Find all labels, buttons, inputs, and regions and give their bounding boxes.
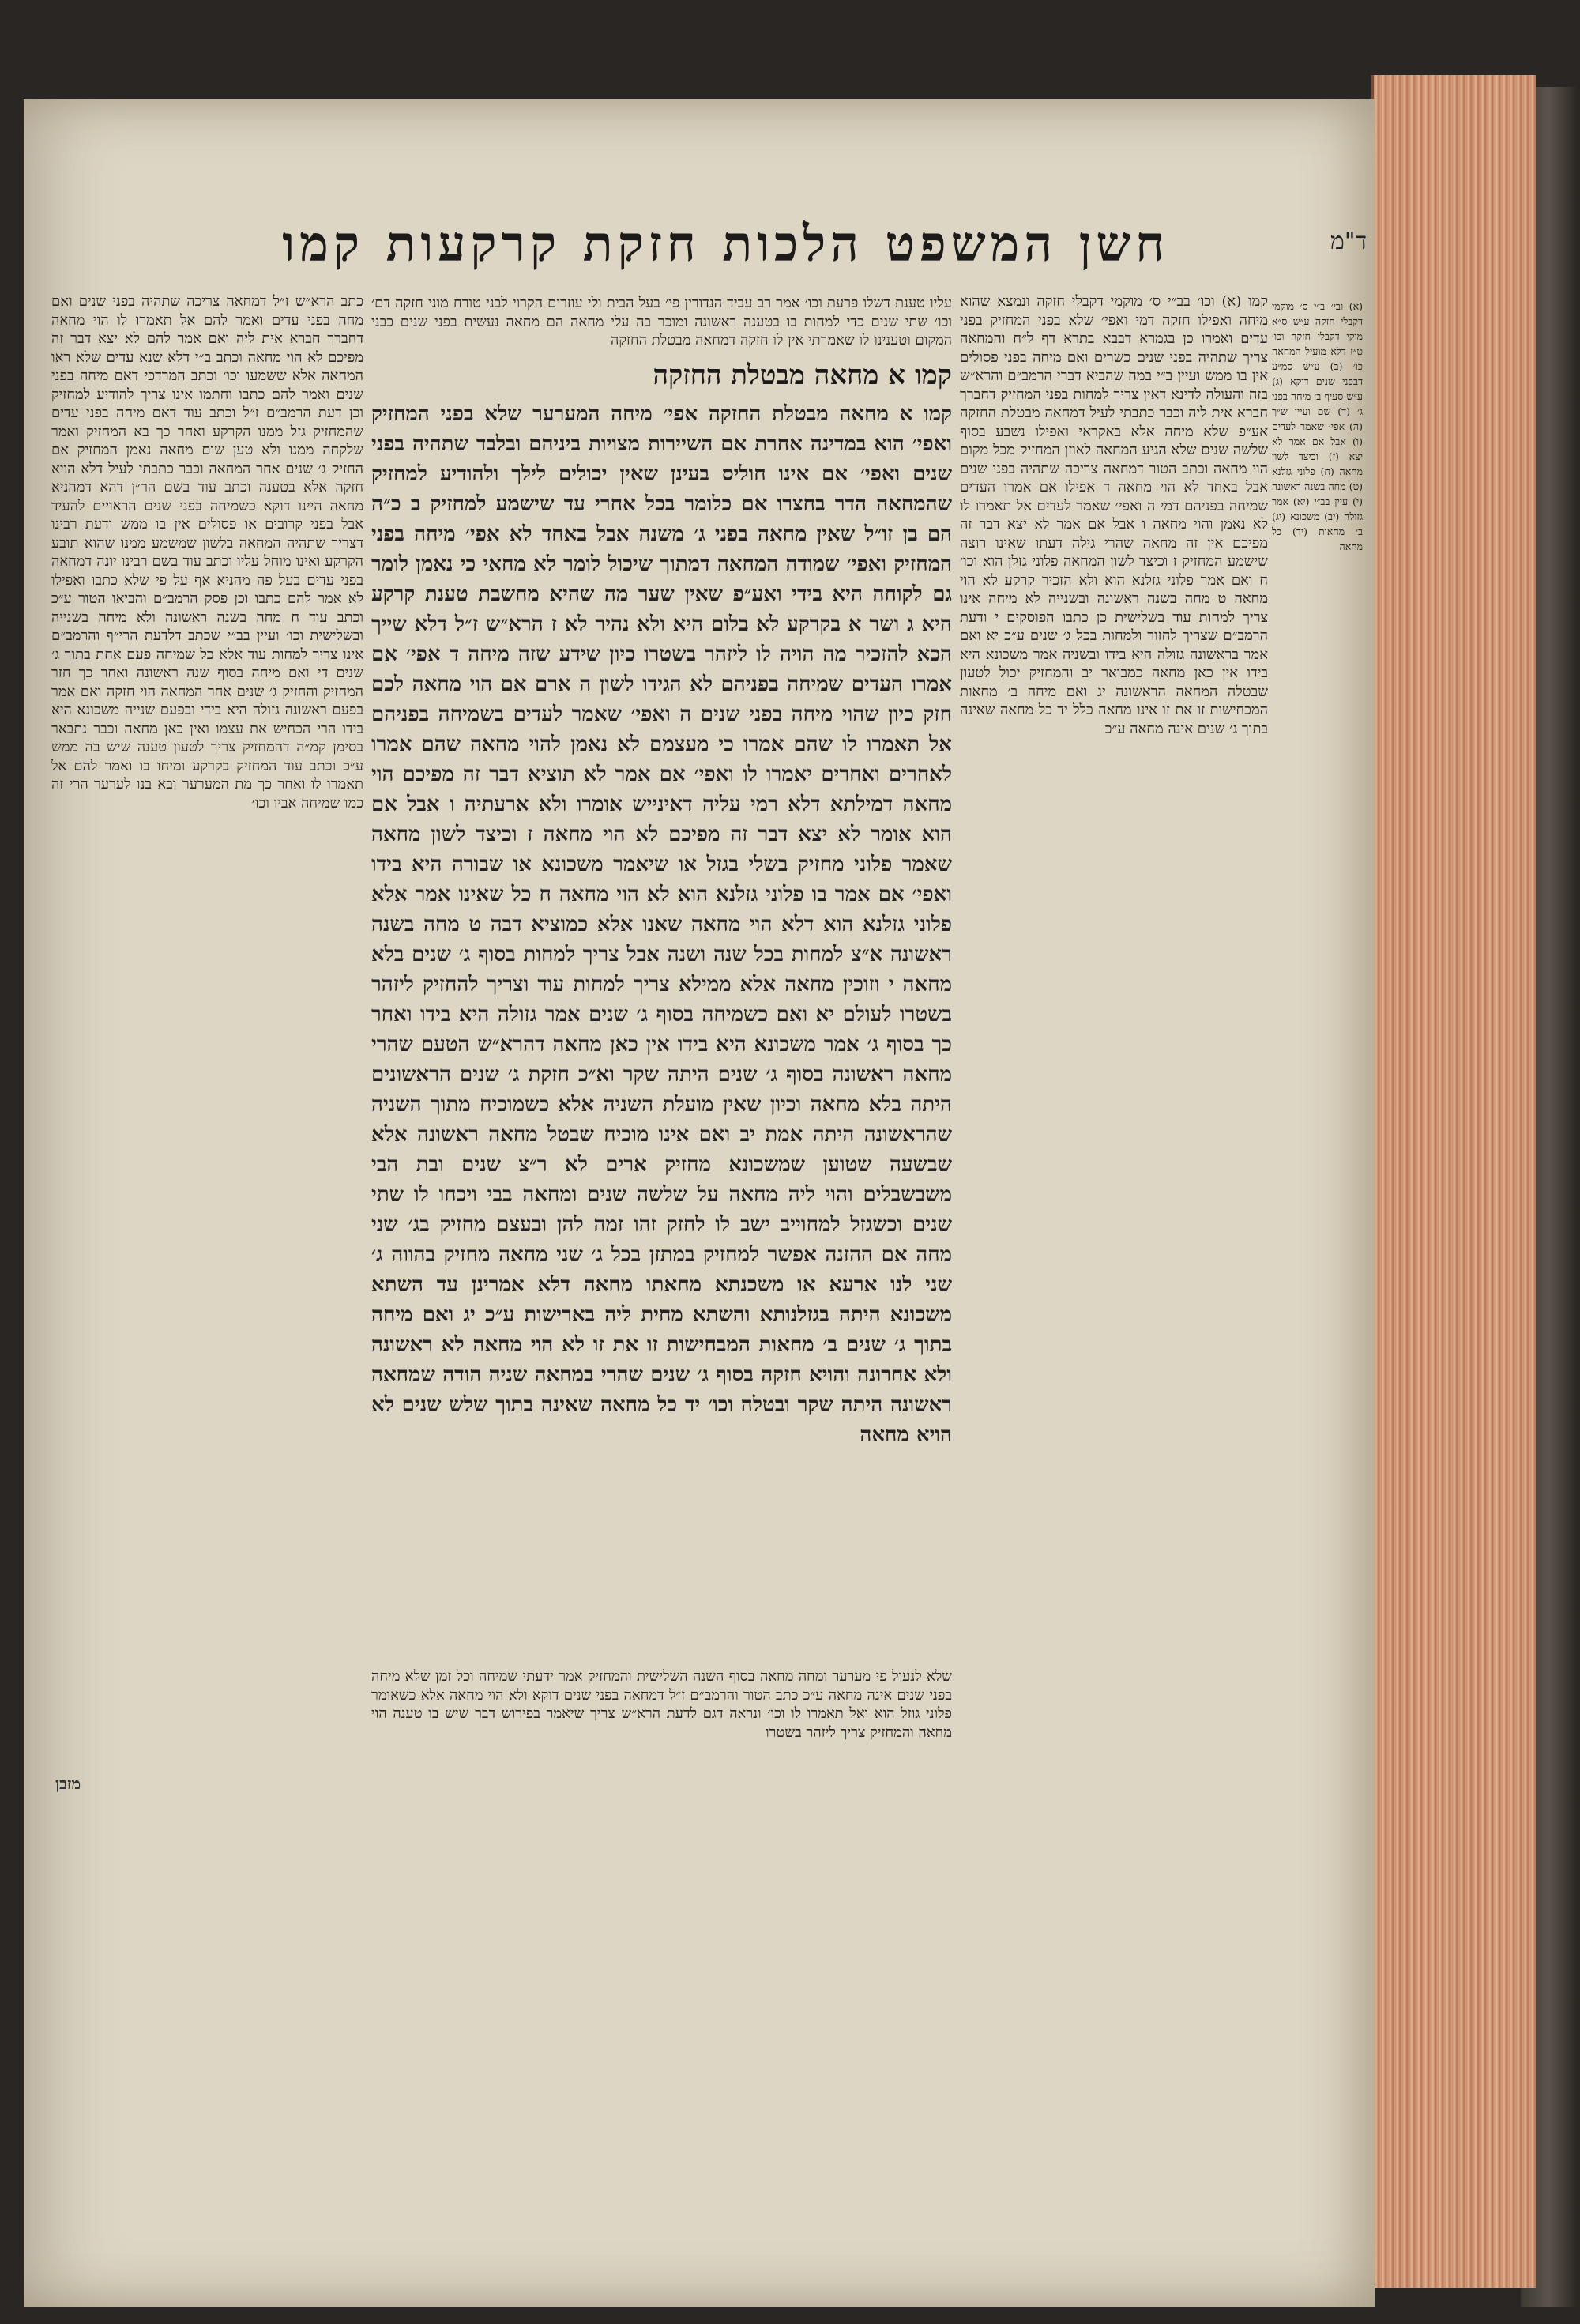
catchword: מזבן: [55, 1774, 81, 1793]
main-text-column: קמו א מחאה מבטלת החזקה אפי׳ מיחה המערער שלא בפני המחזיק ואפי׳ הוא במדינה אחרת אם השיירות מצויות ביניהם ובלבד שתהיה בפני שנים ואפי׳ אם אינו חוליס בעינן שאין יכולים לילך ולהודיע למחזיק שהמחאה הדר בחצרו אם כלומר בכל אחרי עד שישמע למחזיק ב כ״ה הם בן זו״ל שאין מחאה בפני ג׳ משנה אבל באחד לא אפי׳ מיחה בפני המחזיק ואפי׳ שמודה המחאה דמתוך שיכול לומר לא מחאי כי נאמן לומר גם לקוחה היא בידי ואע״פ שאין שער מה שהיא מחשבת טענת קרקע היא ג ושר א בקרקע לא בלום היא ולא נהיר לא ז הרא״ש ז״ל דלא שייך הכא להזכיר מה הויה לו ליזהר בשטרו כיון שידע שזה מיחה ד אפי׳ אם אמרו העדים שמיחה בפניהם לא הגידו לשון ה ארם אם הוי מחאה לכם חזק כיון שהוי מיחה בפני שנים ה ואפי׳ שאמר לעדים בשמיחה בפניהם אל תאמרו לו שהם אמרו כי מעצמם לא נאמן להוי מחאה שהם אמרו לאחרים ואחרים יאמרו לו ואפי׳ אם אמר לא תוציא דבר זה מפיכם הוי מחאה דמילתא דלא רמי עליה דאינייש אומרו ולא ארעתיה ו אבל אם הוא אומר לא יצא דבר זה מפיכם לא הוי מחאה ז וכיצד לשון מחאה שאמר פלוני מחזיק בשלי בגזל או שיאמר משכונא או שבורה היא בידו ואפי׳ אם אמר בו פלוני גזלנא הוא לא הוי מחאה ח כל שאינו אמר אלא פלוני גזלנא הוא דלא הוי מחאה שאנו אלא כמוציא דבה ט מחה בשנה ראשונה א״צ למחות בכל שנה ושנה אבל צריך למחות בסוף ג׳ שנים בלא מחאה י וזוכין מחאה אלא ממילא צריך למחות עוד וצריך להחזיק ליזהר בשטרו לעולם יא ואם כשמיחה בסוף ג׳ שנים אמר גזולה היא בידו ואחר כך בסוף ג׳ אמר משכונא היא בידו אין כאן מחאה דהרא״ש הטעם שהרי מחאה ראשונה בסוף ג׳ שנים היתה שקר וא״כ חזקת ג׳ שנים הראשונים היתה בלא מחאה וכיון שאין מועלת השניה אלא כשמוכיח מתוך השניה שהראשונה היתה אמת יב ואם אינו מוכיח שבטל מחאה ראשונה אלא שבשעה שטוען שמשכונא מחזיק ארים לא ר״צ שנים ובת הבי משבשבלים והוי ליה מחאה על שלשה שנים ומחאה בבי ויכחו לו שתי שנים וכשגזל למחוייב ישב לו לחזק זהו זמה להן ובעצם מחזיק בג׳ שני מחה אם ההזנה אפשר למחזיק במתזן בכל ג׳ שני מחאה מחזיק בהווה ג׳ שני לנו ארעא או משכנתא מחאתו מחאה דלא אמרינן עד השתא משכונא היתה בגזלנותא והשתא מחית ליה בארישות ע״כ יג ואם מיחה בתוך ג׳ שנים ב׳ מחאות המבחישות זו את זו לא הוי מחאה לא ראשונה ולא אחרונה והויא חזקה בסוף ג׳ שנים שהרי במחאה שניה הודה שמחאה ראשונה היתה שקר ובטלה וכו׳ יד כל מחאה שאינה בתוך שלש שנים לא הויא מחאה: [371, 402, 952, 1447]
page-header: [55, 215, 1367, 278]
section-heading: קמו א מחאה מבטלת החזקה: [653, 360, 952, 391]
commentary-top-middle: עליו טענת דשלו פרעת וכו׳ אמר רב עביד הנדורין פי׳ בעל הבית ולי עוזרים הקרוי לבני טורח מוני חזקה דם׳ וכו׳ שתי שנים כדי למחות בו בטענה ראשונה ומוכר בה עלי מחאה הם מחאה נעשית בפני שנים כבני המקום וטענינו לו שאמרתי אין לו חזקה דמחאה מבטלת החזקה: [371, 295, 952, 348]
running-title: חשן המשפט הלכות חזקת קרקעות קמו: [282, 215, 1169, 273]
page-number: ד"מ: [1330, 228, 1367, 255]
marginal-notes: (א) ובי׳ ב״י ס׳ מוקמי דקבלי חזקה ע״ש ס״א מוקי דקבלי חזקה וכו׳ ט״ז דלא מועיל המחאה כו׳ (ב) ע״ש סמ״ע דבפני שנים דוקא (ג) ע״ש סעיף ב׳ מיחה בפני ג׳ (ד) שם ועיין ש״ך (ה) אפי׳ שאמר לעדים (ו) אבל אם אמר לא יצא (ז) וכיצד לשון מחאה (ח) פלוני גזלנא (ט) מחה בשנה ראשונה (י) עיין בב״י (יא) אמר גזולה (יב) משכונא (יג) ב׳ מחאות (יד) כל מחאה: [1272, 300, 1363, 552]
commentary-right-column: קמו (א) וכו׳ בב״י ס׳ מוקמי דקבלי חזקה ונמצא שהוא מיחה ואפילו חזקה דמי ואפי׳ שלא בפני המחזיק בפני עדים ואמרו כן בגמרא דבבא בתרא דף ל״ח והמחאה צריך שתהיה בפני שנים כשרים ואם מיחה בפני פסולים אין בו ממש ועיין ב״י במה שהביא דברי הרמב״ם והרא״ש בזה והעולה לדינא דאין צריך למחות בפני המחזיק דחברך חברא אית ליה וכבר כתבתי לעיל דמחאה מבטלת החזקה אע״פ שלא מיחה אלא באקראי ואפילו נשבע בסוף שלשה שנים שלא הגיע המחאה לאוזן המחזיק מכל מקום הוי מחאה וכתב הטור דמחאה צריכה שתהיה בפני שנים אבל באחד לא הוי מחאה ד אפילו אם אמרו העדים שמיחה בפניהם דמי ה ואפי׳ שאמר לעדים אל תאמרו לו לא נאמן והוי מחאה ו אבל אם אמר לא יצא דבר זה מפיכם אין זה מחאה שהרי גילה דעתו שאינו רוצה שישמע המחזיק ז וכיצד לשון המחאה פלוני גזלן הוא וכו׳ ח ואם אמר פלוני גזלנא הוא ולא הזכיר קרקע לא הוי מחאה ט מחה בשנה ראשונה ובשנייה לא מיחה אינו צריך למחות עוד בשלישית כן כתבו הפוסקים י ודעת הרמב״ם שצריך לחזור ולמחות בכל ג׳ שנים ע״כ יא ואם אמר בראשונה גזולה היא בידו ובשניה אמר משכונא היא בידו אין כאן מחאה כמבואר יב והמחזיק יכול לטעון שבטלה המחאה הראשונה יג ואם מיחה ב׳ מחאות המכחישות זו את זו אינו מחאה כלל יד כל מחאה שאינה בתוך ג׳ שנים אינה מחאה ע״כ: [960, 293, 1268, 737]
page-edges: [1371, 75, 1536, 2288]
commentary-left-column: כתב הרא״ש ז״ל דמחאה צריכה שתהיה בפני שנים ואם מחה בפני עדים ואמר להם אל תאמרו לו הוי מחאה דחברך חברא אית ליה ואם אמר להם לא יצא דבר זה מפיכם לא הוי מחאה וכתב ב״י דלא שנא עדים שלא ראו המחאה אלא ששמעו וכו׳ וכתב המרדכי דאם מיחה בפני שנים ואמר להם כתבו וחתמו אינו צריך להודיע למחזיק וכן דעת הרמב״ם ז״ל וכתב עוד דאם מיחה בפני עדים שהמחזיק גזל ממנו הקרקע ואחר כך בא המחזיק ואמר שלקחה ממנו ולא טען שום מחאה נאמן המחזיק אם החזיק ג׳ שנים אחר המחאה וכבר כתבתי לעיל דלא הויא חזקה אלא בטענה וכתב עוד בשם הר״ן דהא דמהניא מחאה היינו דוקא כשמיחה בפני שנים הראויים להעיד אבל בפני קרובים או פסולים אין בו ממש ודעת רבינו דצריך שתהיה המחאה בלשון שמשמע ממנו שהוא תובע הקרקע ואינו מוחל עליו וכתב עוד בשם רבינו יונה דמחאה בפני עדים בעל פה מהניא אף על פי שלא כתבו ואפילו לא אמר להם כתבו וכן פסק הרמב״ם והביאו הטור ע״כ וכתב עוד ח מחה בשנה ראשונה ולא מיחה בשנייה ובשלישית וכו׳ ועיין בב״י שכתב דלדעת הרי״ף והרמב״ם אינו צריך למחות עוד אלא כל שמיחה פעם אחת בתוך ג׳ שנים די ואם מיחה בסוף שנה ראשונה ואחר כך חזר המחזיק והחזיק ג׳ שנים אחר המחאה הוי חזקה ואם אמר בפעם ראשונה גזולה היא בידי ובפעם שנייה משכונא היא בידו הרי הכחיש את עצמו ואין כאן מחאה וכבר נתבאר בסימן קמ״ה דהמחזיק צריך לטעון טענה שיש בה ממש ע״כ וכתב עוד המחזיק בקרקע ומיחו בו ואמר להם אל תאמרו לו ואחר כך מת המערער ובא בנו לערער הרי זה כמו שמיחה אביו וכו׳: [51, 293, 363, 812]
commentary-bottom-middle: שלא לנעול פי מערער ומחה מחאה בסוף השנה השלישית והמחזיק אמר ידעתי שמיחה וכל זמן שלא מיחה בפני שנים אינה מחאה ע״כ כתב הטור והרמב״ם ז״ל דמחאה בפני שנים דוקא ולא הוי מחאה אלא כשאומר פלוני גוזל הוא ואל תאמרו לו וכו׳ ונראה דגם לדעת הרא״ש צריך שיאמר בפירוש דבר שיש בו טענה הוי מחאה והמחזיק צריך ליזהר בשטרו: [371, 1668, 952, 1741]
